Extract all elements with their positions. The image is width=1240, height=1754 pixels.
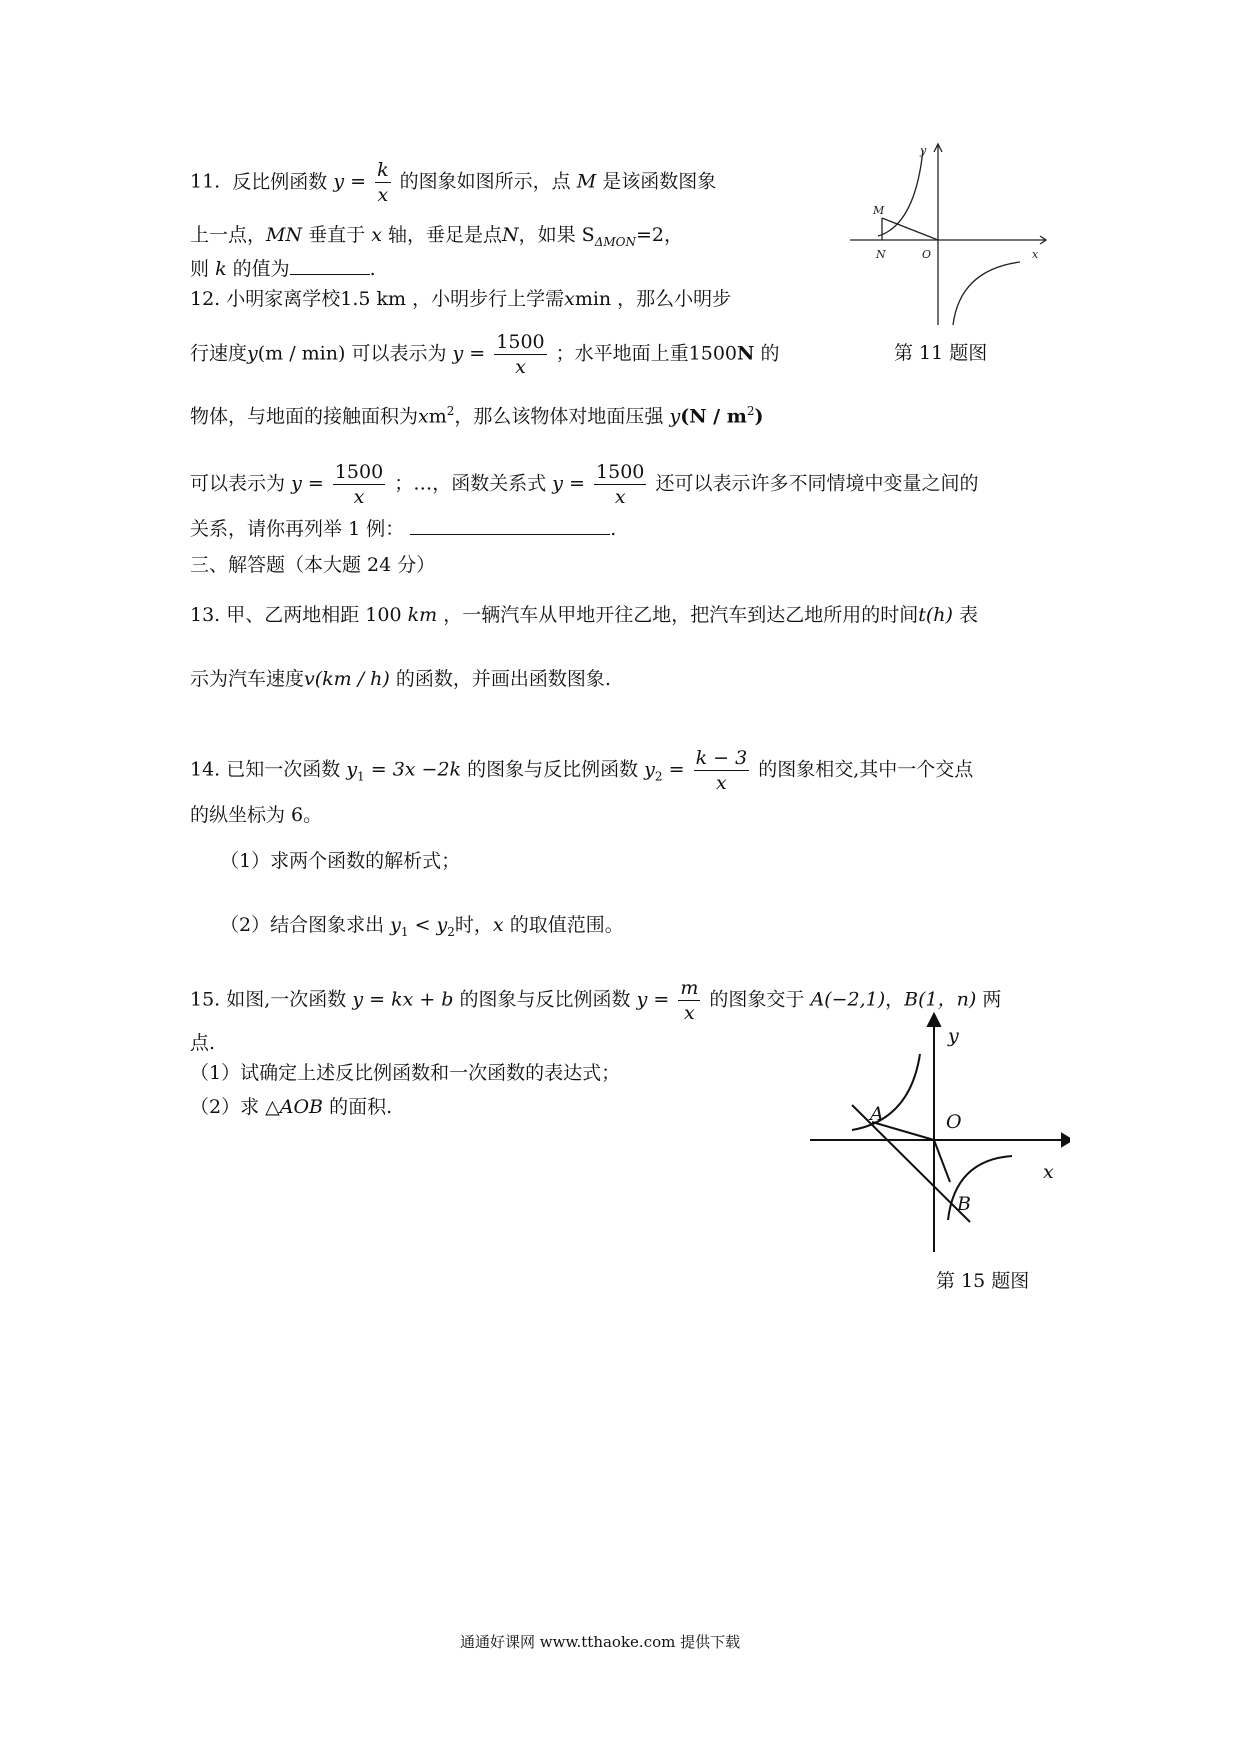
q12-line-2: 行速度y(m / min) 可以表示为 y = $\frac{1500}{x}$ ；水平地面上重1500N 的	[190, 331, 780, 378]
q12-line-3: 物体，与地面的接触面积为$xm^2$，那么该物体对地面压强 $y(N / m^2)$	[190, 404, 764, 428]
q13-line-1: 13. 甲、乙两地相距 100 km ，一辆汽车从甲地开往乙地，把汽车到达乙地所用的时间t(h) 表	[190, 604, 978, 626]
q12-line-1: 12. 小明家离学校1.5 km ，小明步行上学需xmin ，那么小明步	[190, 288, 732, 310]
q11-fraction: $\frac{k}{x}$	[377, 159, 389, 206]
q15-figure	[800, 1010, 1070, 1260]
q15-y-arrow-icon	[928, 1014, 940, 1026]
q11-label-o: O	[922, 248, 932, 261]
q15-label-o: O	[946, 1111, 962, 1133]
q15-fraction: $\frac{m}{x}$	[680, 977, 699, 1024]
q15-figure-caption: 第 15 题图	[936, 1270, 1030, 1292]
q12-line-5: 关系，请你再列举 1 例： .	[190, 514, 616, 542]
q14-part-1: （1）求两个函数的解析式；	[220, 850, 461, 872]
q14-line-2: 的纵坐标为 6。	[190, 804, 323, 826]
q12-fraction-2: $\frac{1500}{x}$	[334, 461, 384, 508]
q14-line-1: 14. 已知一次函数 $y_1 = 3x -2k$ 的图象与反比例函数 $y_2$ = $\frac{k - 3}{x}$ 的图象相交,其中一个交点	[190, 747, 974, 794]
q15-label-a: A	[870, 1103, 884, 1125]
q15-line-1: 15. 如图,一次函数 y = kx + b 的图象与反比例函数 y = $\frac{m}{x}$ 的图象交于 A(−2,1)，B(1，n) 两	[190, 977, 1002, 1024]
q14-part-2: （2）结合图象求出 $y_1 < y_2$时，x 的取值范围。	[220, 914, 624, 939]
q11-label-m: M	[873, 204, 885, 217]
q11-answer-blank[interactable]	[290, 254, 370, 275]
q15-label-b: B	[957, 1193, 971, 1215]
section3-title: 三、解答题（本大题 24 分）	[190, 554, 436, 576]
q15-part-1: （1）试确定上述反比例函数和一次函数的表达式；	[190, 1062, 621, 1084]
q11-curve-right	[953, 262, 1020, 325]
q11-line-1: 11. 反比例函数 y = $\frac{k}{x}$ 的图象如图所示，点 M 是该函数图象	[190, 159, 717, 206]
q12-fraction-1: $\frac{1500}{x}$	[496, 331, 545, 378]
q15-x-arrow-icon	[1062, 1134, 1070, 1146]
footer-text: 通通好课网 www.tthaoke.com 提供下载	[460, 1633, 741, 1651]
q15-part-2: （2）求 △AOB 的面积.	[190, 1096, 393, 1118]
q15-segment-ob	[934, 1140, 950, 1182]
q15-line-2: 点.	[190, 1032, 216, 1054]
q12-fraction-3: $\frac{1500}{x}$	[596, 461, 645, 508]
q11-figure	[840, 140, 1050, 330]
q15-label-y: y	[948, 1025, 959, 1047]
q13-line-2: 示为汽车速度v(km / h) 的函数，并画出函数图象.	[190, 668, 611, 690]
q11-label-n: N	[876, 248, 886, 261]
q11-line-2: 上一点，MN 垂直于 x 轴，垂足是点N，如果 $S_{\Delta MON}=2$，	[190, 224, 683, 249]
q11-figure-caption: 第 11 题图	[894, 342, 988, 364]
q11-segment-mo	[882, 218, 938, 240]
q14-fraction: $\frac{k - 3}{x}$	[695, 747, 748, 794]
q15-hyperbola-left	[852, 1054, 920, 1130]
q11-line-3: 则 k 的值为 .	[190, 254, 376, 282]
q12-answer-blank[interactable]	[410, 514, 610, 535]
q11-label-y: y	[920, 144, 927, 157]
q11-label-x: x	[1032, 248, 1039, 261]
q11-curve-left	[878, 150, 923, 236]
q12-line-4: 可以表示为 y = $\frac{1500}{x}$ ；…，函数关系式 y = $\frac{1500}{x}$ 还可以表示许多不同情境中变量之间的	[190, 461, 979, 508]
q15-label-x: x	[1043, 1161, 1054, 1183]
